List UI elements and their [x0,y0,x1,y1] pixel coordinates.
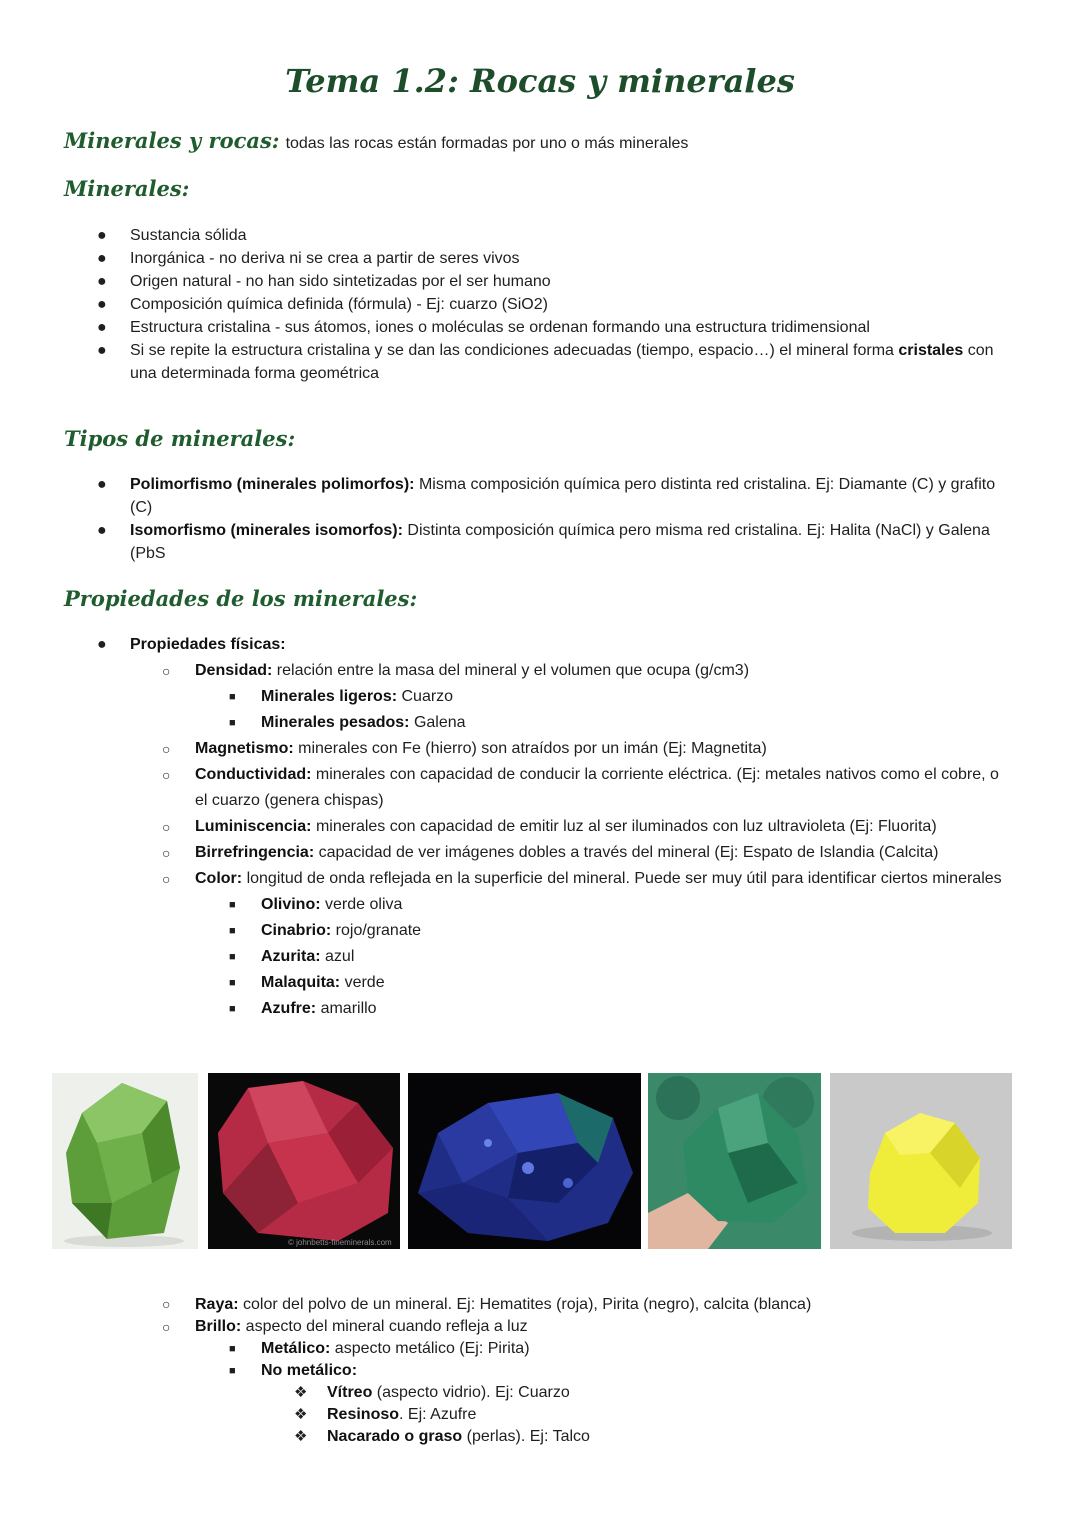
item-bold: Vítreo [327,1384,373,1401]
item-bold: Cinabrio: [261,922,332,939]
diamond-bullet-icon: ❖ [294,1428,308,1445]
item-text: Sustancia sólida [130,227,247,244]
azufre-photo [830,1073,1012,1249]
item-text: aspecto del mineral cuando refleja a luz [245,1318,528,1335]
circle-bullet-icon: ○ [162,871,171,887]
list-item [0,658,1015,684]
list-item [0,1293,1015,1316]
square-bullet-icon: ■ [229,925,236,937]
olivino-photo [52,1073,198,1249]
item-text: (aspecto vidrio). Ej: Cuarzo [376,1384,570,1401]
list-item [0,1404,1027,1426]
tipos-list [0,473,1080,565]
propiedades-heading: Propiedades de los minerales: [64,586,418,611]
list-item [0,892,1021,918]
list-item [0,684,1021,710]
item-bold: Birrefringencia: [195,844,315,861]
list-item [0,339,1020,385]
diamond-bullet-icon: ❖ [294,1384,308,1401]
bullet-icon: ● [97,227,107,244]
azurita-photo [408,1073,641,1249]
intro-text: todas las rocas están formadas por uno o más minerales [285,135,689,152]
photo-watermark: © johnbetts-fineminerals.com [288,1238,392,1247]
item-bold: Azufre: [261,1000,317,1017]
item-text: amarillo [320,1000,377,1017]
bullet-icon: ● [97,296,107,313]
tipos-heading: Tipos de minerales: [64,426,296,451]
item-text: minerales con Fe (hierro) son atraídos por un imán (Ej: Magnetita) [298,740,767,757]
square-bullet-icon: ■ [229,977,236,989]
list-item [0,1360,1021,1382]
intro-heading-label: Minerales y rocas: [64,128,280,153]
list-item [0,762,1015,814]
item-text: . Ej: Azufre [399,1406,477,1423]
list-item [0,316,1020,339]
minerales-list [0,224,1080,385]
item-bold: Isomorfismo (minerales isomorfos): [130,522,403,539]
bullet-icon: ● [97,522,107,539]
circle-bullet-icon: ○ [162,819,171,835]
item-text: Galena [413,714,466,731]
list-item [0,1316,1015,1338]
item-text: color del polvo de un mineral. Ej: Hematites (roja), Pirita (negro), calcita (blanca) [243,1296,812,1313]
item-text: rojo/granate [335,922,422,939]
item-text: con una determinada forma geométrica [130,342,994,382]
list-item [0,519,1020,565]
list-item [0,840,1015,866]
page-title: Tema 1.2: Rocas y minerales [285,62,795,100]
list-item [0,710,1021,736]
circle-bullet-icon: ○ [162,1296,171,1312]
list-item [0,1382,1027,1404]
item-text: longitud de onda reflejada en la superficie del mineral. Puede ser muy útil para identificar ciertos minerales [246,870,1002,887]
item-text: Cuarzo [401,688,454,705]
item-text: relación entre la masa del mineral y el volumen que ocupa (g/cm3) [276,662,750,679]
square-bullet-icon: ■ [229,691,236,703]
item-bold: Color: [195,870,243,887]
propiedades-list-cont [0,1293,1080,1448]
item-bold: Resinoso [327,1406,400,1423]
item-bold: Densidad: [195,662,273,679]
item-text: capacidad de ver imágenes dobles a través del mineral (Ej: Espato de Islandia (Calcita) [318,844,939,861]
item-bold: Minerales ligeros: [261,688,398,705]
list-item [0,247,1020,270]
list-item [0,1426,1027,1448]
item-text: Misma composición química pero distinta red cristalina. Ej: Diamante (C) y grafito (C) [130,476,996,516]
item-bold: Conductividad: [195,766,312,783]
item-bold: cristales [898,342,964,359]
item-text: Distinta composición química pero misma red cristalina. Ej: Halita (NaCl) y Galena (PbS [130,522,990,562]
list-item [0,866,1015,892]
item-bold: Olivino: [261,896,321,913]
diamond-bullet-icon: ❖ [294,1406,308,1423]
item-bold: Raya: [195,1296,239,1313]
bullet-icon: ● [97,319,107,336]
bullet-icon: ● [97,342,107,359]
list-item [0,996,1021,1022]
bullet-icon: ● [97,273,107,290]
square-bullet-icon: ■ [229,1003,236,1015]
circle-bullet-icon: ○ [162,1319,171,1335]
item-text: Composición química definida (fórmula) - Ej: cuarzo (SiO2) [130,296,548,313]
square-bullet-icon: ■ [229,717,236,729]
item-bold: Polimorfismo (minerales polimorfos): [130,476,415,493]
circle-bullet-icon: ○ [162,845,171,861]
list-item [0,944,1021,970]
list-item [0,814,1015,840]
square-bullet-icon: ■ [229,1365,236,1377]
minerales-heading: Minerales: [64,176,190,201]
item-text: (perlas). Ej: Talco [466,1428,590,1445]
item-bold: Metálico: [261,1340,331,1357]
item-text: verde [344,974,385,991]
mineral-photos [52,1073,1012,1249]
item-text: minerales con capacidad de conducir la corriente eléctrica. (Ej: metales nativos como el cobre, o el cuarzo (genera chispas) [195,766,999,809]
list-item [0,970,1021,996]
list-item [0,918,1021,944]
item-bold: Malaquita: [261,974,341,991]
item-text: verde oliva [325,896,403,913]
item-bold: Nacarado o graso [327,1428,463,1445]
circle-bullet-icon: ○ [162,767,171,783]
circle-bullet-icon: ○ [162,741,171,757]
list-item [0,1338,1021,1360]
intro-heading [64,128,688,153]
list-item [0,224,1020,247]
item-text: Origen natural - no han sido sintetizadas por el ser humano [130,273,551,290]
item-text: Si se repite la estructura cristalina y se dan las condiciones adecuadas (tiempo, espacio…) el mineral forma [130,342,894,359]
item-text: minerales con capacidad de emitir luz al ser iluminados con luz ultravioleta (Ej: Fluorita) [315,818,937,835]
cinabrio-photo [208,1073,400,1249]
item-text: azul [325,948,355,965]
list-item [0,293,1020,316]
list-item [0,632,1020,658]
item-bold: Luminiscencia: [195,818,312,835]
item-bold: No metálico: [261,1362,358,1379]
item-bold: Minerales pesados: [261,714,410,731]
bullet-icon: ● [97,636,107,653]
item-text: Estructura cristalina - sus átomos, iones o moléculas se ordenan formando una estructura tridimensional [130,319,870,336]
bullet-icon: ● [97,250,107,267]
item-text: aspecto metálico (Ej: Pirita) [334,1340,530,1357]
item-bold: Brillo: [195,1318,242,1335]
square-bullet-icon: ■ [229,951,236,963]
list-item [0,736,1015,762]
bullet-icon: ● [97,476,107,493]
item-bold: Propiedades físicas: [130,636,286,653]
item-text: Inorgánica - no deriva ni se crea a partir de seres vivos [130,250,520,267]
square-bullet-icon: ■ [229,899,236,911]
item-bold: Magnetismo: [195,740,294,757]
malaquita-photo [648,1073,821,1249]
list-item [0,473,1020,519]
propiedades-list [0,632,1080,1022]
square-bullet-icon: ■ [229,1343,236,1355]
item-bold: Azurita: [261,948,321,965]
circle-bullet-icon: ○ [162,663,171,679]
list-item [0,270,1020,293]
